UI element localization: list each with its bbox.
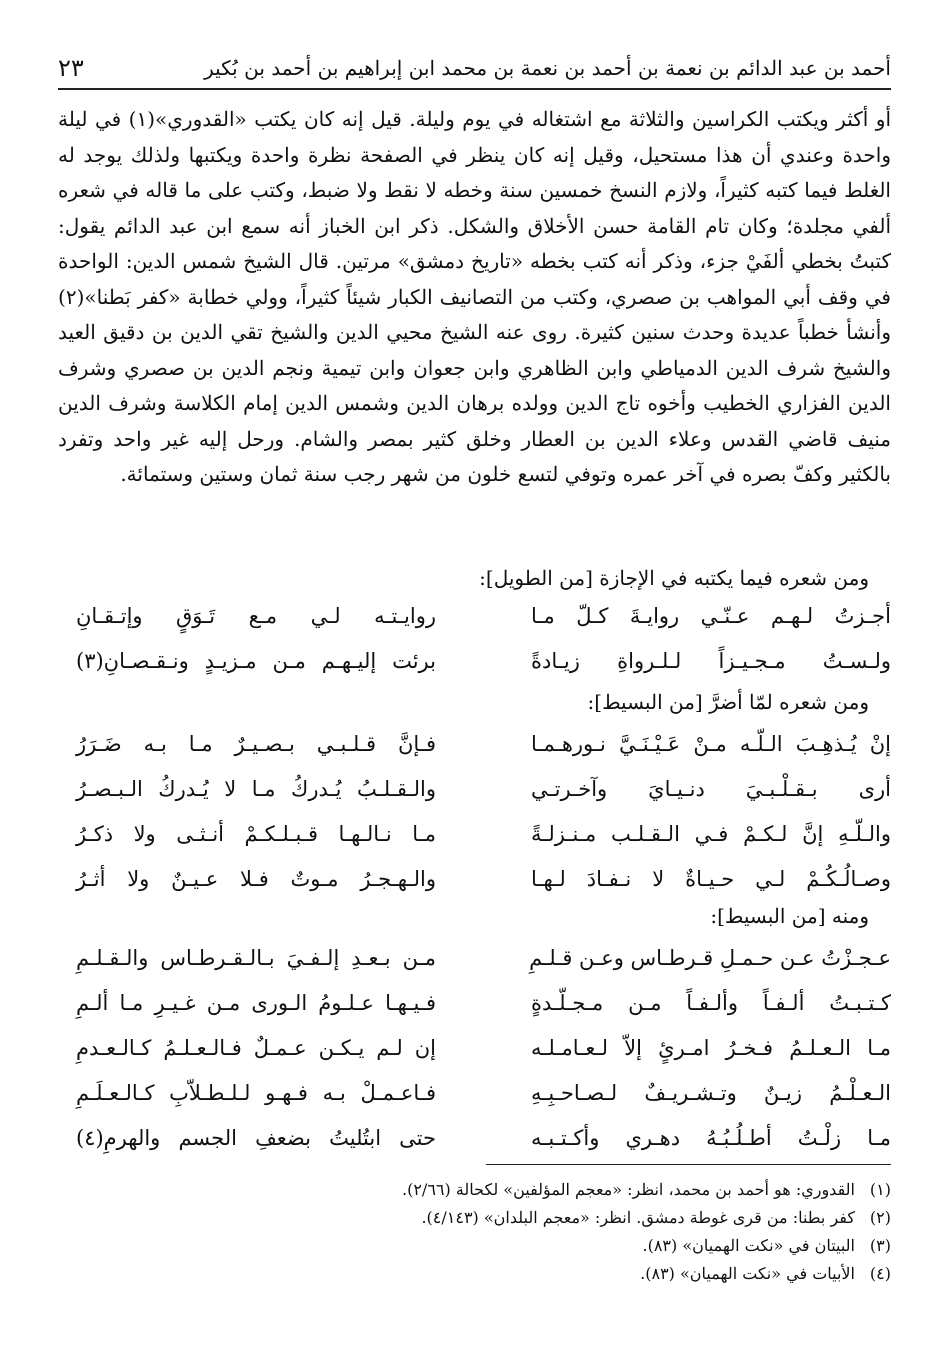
verse xyxy=(58,1071,891,1116)
footnote xyxy=(58,1260,891,1288)
verse xyxy=(58,767,891,812)
verse-first-hemistich: إنْ يُـذهِـبَ الـلّـه مـنْ عَـيْـنَـيَّ نـورهـمـا xyxy=(531,732,891,756)
page-number: ٢٣ xyxy=(58,54,84,82)
verse-first-hemistich: عـجـزْتُ عـن حـمـلِ قـرطـاس وعـن قـلـمِ xyxy=(529,946,891,970)
running-title: أحمد بن عبد الدائم بن نعمة بن أحمد بن نعمة بن محمد ابن إبراهيم بن أحمد بن بُكير xyxy=(204,56,891,80)
verse-first-hemistich: الـعـلْـمُ زيـنٌ وتـشـريـفٌ لـصـاحـبِـهِ xyxy=(531,1081,891,1105)
verse-first-hemistich: مـا الـعـلـمُ فـخـرُ امـرئٍ إلاّ لـعـامـلـه xyxy=(531,1036,891,1060)
verse-first-hemistich: أجـزتُ لـهـم عـنّـي روايـةَ كـلّ مـا xyxy=(531,604,891,628)
footnote-text: كفر بطنا: من قرى غوطة دمشق. انظر: «معجم البلدان» (٤/١٤٣). xyxy=(421,1208,855,1227)
footnote-divider xyxy=(486,1164,891,1165)
verse xyxy=(58,594,891,639)
verse-first-hemistich: مـا زلْـتُ أطـلُـبُـهُ دهـري وأكـتـبـه xyxy=(531,1126,891,1150)
page xyxy=(58,0,891,1366)
footnote xyxy=(58,1204,891,1232)
verse xyxy=(58,857,891,902)
verse-second-hemistich: والـقـلـبُ يُـدركُ مـا لا يُـدركُ الـبـصـرُ xyxy=(76,777,436,801)
poem-intro: ومن شعره فيما يكتبه في الإجازة [من الطويل]: xyxy=(479,566,869,590)
poem-intro: ومن شعره لمّا أضرَّ [من البسيط]: xyxy=(587,690,869,714)
verse-first-hemistich: ولـسـتُ مـجـيـزاً لـلـرواةِ زيـادةً xyxy=(531,649,891,673)
footnote-number: (٢) xyxy=(869,1208,891,1227)
verse-second-hemistich: حتى ابتُليتُ بضعفِ الجسم والهرمِ(٤) xyxy=(76,1126,436,1150)
verse xyxy=(58,639,891,684)
verse-second-hemistich: فـاعـمـلْ بـه فـهـو لـلـطـلاّبِ كـالـعـلَـمِ xyxy=(76,1081,436,1105)
verse-first-hemistich: والـلّـهِ إنَّ لـكـمْ فـي الـقـلـب مـنـزلـةً xyxy=(531,822,891,846)
footnote-number: (٤) xyxy=(869,1264,891,1283)
footnote-text: البيتان في «نكت الهميان» (٨٣). xyxy=(642,1236,855,1255)
verse-second-hemistich: فـيـهـا عـلـومُ الـورى مـن غـيـرِ مـا ألـمِ xyxy=(76,991,436,1015)
footnote xyxy=(58,1232,891,1260)
verse xyxy=(58,812,891,857)
footnotes xyxy=(58,1176,891,1288)
verse-second-hemistich: والـهـجـرُ مـوتٌ فـلا عـيـنٌ ولا أثـرُ xyxy=(76,867,436,891)
poem-block xyxy=(58,936,891,1161)
poem-block xyxy=(58,722,891,902)
verse-second-hemistich: فـإنَّ قـلـبـي بـصـيـرٌ مـا بـه ضَـرَرُ xyxy=(76,732,436,756)
verse-first-hemistich: كـتـبـتُ ألـفـاً وألـفـاً مـن مـجـلّـدةٍ xyxy=(531,991,891,1015)
verse xyxy=(58,722,891,767)
verse-second-hemistich: روايـتـه لـي مـع تَـوَقٍ وإتـقـانِ xyxy=(76,604,436,628)
poem-block xyxy=(58,594,891,684)
verse-first-hemistich: أرى بـقـلْـبـيَ دنـيـايَ وآخـرتـي xyxy=(531,777,891,801)
verse-first-hemistich: وصـالُـكُـمْ لـي حـيـاةٌ لا نـفـادَ لـهـا xyxy=(531,867,891,891)
verse xyxy=(58,981,891,1026)
footnote-number: (٣) xyxy=(869,1236,891,1255)
footnote xyxy=(58,1176,891,1204)
verse-second-hemistich: برئت إليـهـم مـن مـزيـدٍ ونـقـصـانِ(٣) xyxy=(76,649,436,673)
verse xyxy=(58,936,891,981)
poem-intro: ومنه [من البسيط]: xyxy=(710,904,869,928)
page-header xyxy=(58,48,891,90)
verse-second-hemistich: إن لـم يـكـن عـمـلٌ فـالـعـلـمُ كـالـعـدمِ xyxy=(76,1036,436,1060)
verse xyxy=(58,1026,891,1071)
verse-second-hemistich: مـا نـالـهـا قـبـلـكـمْ أنـثـى ولا ذكـرُ xyxy=(76,822,436,846)
verse xyxy=(58,1116,891,1161)
verse-second-hemistich: مـن بـعـدِ إلـفـيَ بـالـقـرطـاس والـقـلـمِ xyxy=(76,946,436,970)
footnote-text: الأبيات في «نكت الهميان» (٨٣). xyxy=(640,1264,855,1283)
footnote-number: (١) xyxy=(869,1180,891,1199)
footnote-text: القدوري: هو أحمد بن محمد، انظر: «معجم المؤلفين» لكحالة (٢/٦٦). xyxy=(402,1180,855,1199)
main-paragraph: أو أكثر ويكتب الكراسين والثلاثة مع اشتغاله في يوم وليلة. قيل إنه كان يكتب «القدوري»(١) في ليلة واحدة وعندي أن هذا مستحيل، وقيل إنه كان ينظر في الصفحة نظرة واحدة ويكتبها ولذلك يوجد له الغلط فيما كتبه كثيراً، ولازم النسخ خمسين سنة وخطه لا نقط ولا ضبط، وكتب على ما قاله في شعره ألفي مجلدة؛ وكان تام القامة حسن الأخلاق والشكل. ذكر ابن الخباز أنه سمع ابن عبد الدائم يقول: كتبتُ بخطي ألفَيْ جزء، وذكر أنه كتب بخطه «تاريخ دمشق» مرتين. قال الشيخ شمس الدين: الواحدة في وقف أبي المواهب بن صصري، وكتب من التصانيف الكبار شيئاً كثيراً، وولي خطابة «كفر بَطنا»(٢) وأنشأ خطباً عديدة وحدث سنين كثيرة. روى عنه الشيخ محيي الدين والشيخ تقي الدين بن دقيق العيد والشيخ شرف الدين الدمياطي وابن الظاهري وابن جعوان وابن تيمية ونجم الدين بن صصري وشرف الدين الفزاري الخطيب وأخوه تاج الدين وولده برهان الدين وشمس الدين إمام الكلاسة وشرف الدين منيف قاضي القدس وعلاء الدين بن العطار وخلق كثير بمصر والشام. ورحل إليه غير واحد وتفرد بالكثير وكفّ بصره في آخر عمره وتوفي لتسع خلون من شهر رجب سنة ثمان وستين وستمائة. xyxy=(58,107,891,486)
